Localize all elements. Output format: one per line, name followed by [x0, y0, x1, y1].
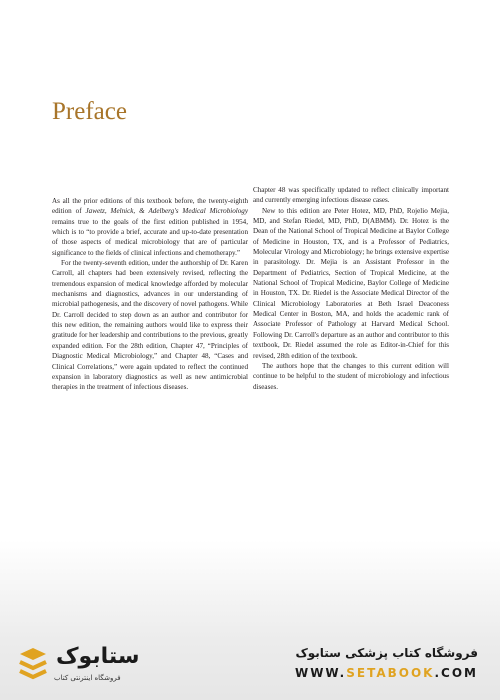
stack-icon	[16, 646, 50, 686]
shop-url-link[interactable]	[295, 666, 478, 680]
shop-name: فروشگاه کتاب پزشکی ستابوک	[295, 646, 478, 660]
paragraph: Chapter 48 was specifically updated to reflect clinically important and currently emerging infectious disease cases.	[253, 186, 449, 205]
url-suffix: .COM	[434, 666, 478, 680]
paragraph: As all the prior editions of this textbook before, the twenty-eighth edition of Jawetz, Melnick, & Adelberg's Medical Microbiology remains true to the goals of the first edition published in 1954, which is to “to provide a brief, accurate and up-to-date presentation of those aspects of medical microbiology that are of particular significance to the fields of clinical infections and chemotherapy.”	[52, 197, 248, 257]
logo-tagline: فروشگاه اینترنتی کتاب	[54, 674, 121, 682]
setabook-logo[interactable]	[16, 644, 166, 692]
paragraph: For the twenty-seventh edition, under the authorship of Dr. Karen Carroll, all chapters had been extensively revised, reflecting the tremendous expansion of medical knowledge afforded by molecular mechanisms and diagnostics, advances in our understanding of microbial pathogenesis, and the discovery of novel pathogens. While Dr. Carroll decided to step down as an author and contributor for this new edition, the remaining authors would like to express their gratitude for her leadership and contributions to the previous, greatly expanded edition. For the 28th edition, Chapter 47, “Principles of Diagnostic Medical Microbiology,” and Chapter 48, “Cases and Clinical Correlations,” were again updated to reflect the continued expansion in laboratory diagnostics as well as new antimicrobial therapies in the treatment of infectious diseases.	[52, 259, 248, 392]
url-prefix: WWW.	[294, 666, 347, 680]
footer-banner	[0, 630, 500, 700]
url-brand: SETABOOK	[346, 666, 435, 680]
logo-wordmark: ستابوک	[56, 644, 140, 669]
right-column	[253, 185, 449, 392]
paragraph: The authors hope that the changes to this current edition will continue to be helpful to the student of microbiology and infectious diseases.	[253, 361, 449, 391]
left-column	[52, 196, 248, 393]
page-title: Preface	[52, 98, 127, 125]
paragraph: New to this edition are Peter Hotez, MD, PhD, Rojelio Mejia, MD, and Stefan Riedel, MD, PhD, D(ABMM). Dr. Hotez is the Dean of the National School of Tropical Medicine at Baylor College of Medicine in Houston, TX, and is a Professor of Pediatrics, Molecular Virology and Microbiology; he brings extensive expertise in parasitology. Dr. Mejia is an Assistant Professor in the Department of Pediatrics, Section of Tropical Medicine, at the National School of Tropical Medicine, Baylor College of Medicine in Houston, TX. Dr. Riedel is the Associate Medical Director of the Clinical Microbiology Laboratories at Beth Israel Deaconess Medical Center in Boston, MA, and holds the academic rank of Associate Professor of Pathology at Harvard Medical School. Following Dr. Carroll's departure as an author and contributor to this textbook, Dr. Riedel assumed the role as Editor-in-Chief for this revised, 28th edition of the textbook.	[253, 206, 449, 360]
